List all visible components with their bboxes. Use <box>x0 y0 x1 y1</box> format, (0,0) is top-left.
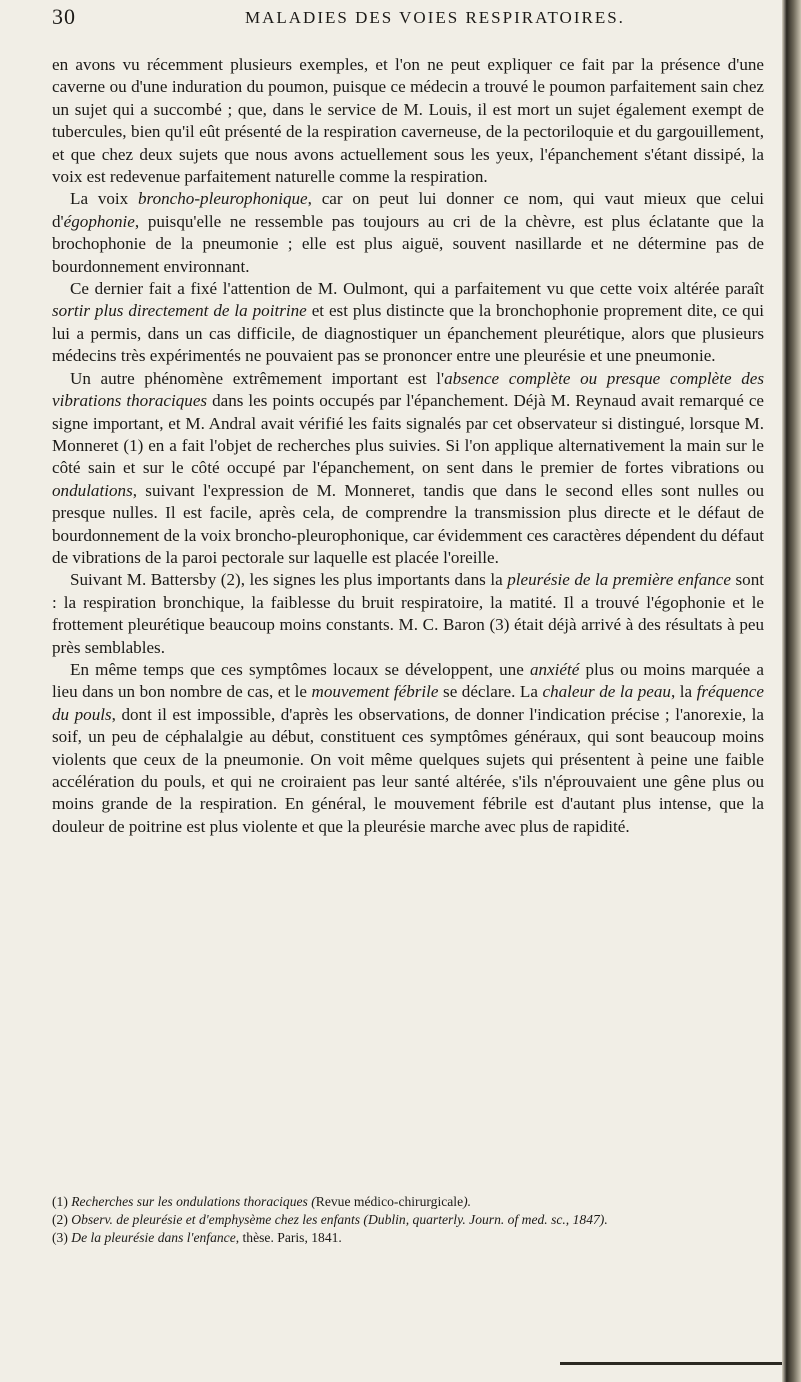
footnote-text: Revue médico-chirurgicale <box>315 1194 464 1209</box>
footnote <box>52 1211 764 1229</box>
text-run: plus ou moins marquée a lieu dans un bon nombre de cas, et le <box>52 659 764 702</box>
paragraph <box>52 188 764 278</box>
italic-text: mouvement fébrile <box>311 682 439 702</box>
paragraph <box>52 569 764 659</box>
italic-text: fréquence du pouls <box>52 682 764 724</box>
text-run: , la <box>670 682 697 702</box>
text-run: Un autre phénomène extrêmement important est l' <box>70 368 445 388</box>
italic-text: sortir plus directement de la poitrine <box>52 301 307 321</box>
text-run: , dont il est impossible, d'après les observations, de donner l'indication précise ; l'anorexie, la soif, un peu de céphalalgie au début, constituent ces symptômes généraux, qui sont beaucoup moins violents que ceux de la pneumonie. On voit même quelques sujets qui présentent à peine une faible accélération du pouls, et qui ne croiraient pas leur santé altérée, s'ils n'éprouvaient une gêne plus ou moins grande de la respiration. En général, le mouvement fébrile est d'autant plus intense, que la douleur de poitrine est plus violente et que la pleurésie marche avec plus de rapidité. <box>52 704 764 836</box>
paragraph <box>52 368 764 570</box>
footnote-number: (2) <box>52 1212 72 1228</box>
footnote-number: , thèse. Paris, 1841. <box>235 1230 342 1246</box>
footnotes <box>52 1193 764 1248</box>
paragraph <box>52 278 764 368</box>
italic-text: anxiété <box>529 659 580 679</box>
text-run: , car on peut lui donner ce nom, qui vaut mieux que celui d' <box>52 189 764 231</box>
footnote-number: (3) <box>52 1230 72 1246</box>
footnote-text: De la pleurésie dans l'enfance <box>71 1230 236 1246</box>
text-run: En même temps que ces symptômes locaux se développent, une <box>70 659 530 679</box>
page-number: 30 <box>52 4 76 29</box>
footnote-text: Observ. de pleurésie et d'emphysème chez les enfants (Dublin, quarterly. Journ. of med. sc., 1847). <box>71 1212 608 1228</box>
paragraph <box>52 659 764 838</box>
book-spine-edge <box>782 0 801 1382</box>
page-header <box>52 4 752 32</box>
footnote-text: Recherches sur les ondulations thoraciques ( <box>71 1194 316 1209</box>
footnote <box>52 1229 764 1247</box>
paragraph <box>52 54 764 188</box>
text-run: et est plus distincte que la bronchophonie proprement dite, ce qui lui a permis, dans un cas difficile, de diagnostiquer un épanchement pleurétique, alors que plusieurs médecins très expérimentés ne pouvaient pas se prononcer entre une pleurésie et une pneumonie. <box>52 301 764 366</box>
footnote <box>52 1193 764 1211</box>
footnote-number: (1) <box>52 1194 72 1209</box>
italic-text: égophonie <box>63 211 135 231</box>
italic-text: chaleur de la peau <box>542 682 671 702</box>
text-run: La voix <box>70 189 138 209</box>
text-run: Suivant M. Battersby (2), les signes les plus importants dans la <box>70 570 508 590</box>
text-run: , puisqu'elle ne ressemble pas toujours au cri de la chèvre, est plus éclatante que la brochophonie de la pneumonie ; elle est plus aiguë, souvent nasillarde et ne détermine pas de bourdonnement environnant. <box>52 211 764 276</box>
italic-text: ondulations <box>52 480 133 500</box>
text-run: sont : la respiration bronchique, la faiblesse du bruit respiratoire, la matité. Il a trouvé l'égophonie et le frottement pleurétique beaucoup moins constants. M. C. Baron (3) était déjà arrivé à des résultats à peu près semblables. <box>52 570 764 657</box>
body-text <box>52 54 764 838</box>
italic-text: absence complète ou presque complète des vibrations thoraciques <box>52 368 764 411</box>
italic-text: broncho-pleurophonique <box>138 189 308 209</box>
footnote-text: ). <box>463 1194 472 1209</box>
text-run: dans les points occupés par l'épanchement. Déjà M. Reynaud avait remarqué ce signe important, et M. Andral avait vérifié les faits signalés par cet observateur si distingué, lorsque M. Monneret (1) en a fait l'objet de recherches plus suivies. Si l'on applique alternativement la main sur le côté sain et sur le côté occupé par l'épanchement, on sent dans le premier de fortes vibrations ou <box>52 391 764 478</box>
page-bottom-rule <box>560 1362 782 1365</box>
italic-text: pleurésie de la première enfance <box>507 570 731 590</box>
text-run: , suivant l'expression de M. Monneret, tandis que dans le second elles sont nulles ou presque nulles. Il est facile, après cela, de comprendre la transmission plus directe et le défaut de bourdonnement de la voix broncho-pleurophonique, car évidemment ces caractères dépendent du défaut de vibrations de la paroi pectorale sur laquelle est placée l'oreille. <box>52 480 764 567</box>
text-run: se déclare. La <box>438 682 543 702</box>
text-run: Ce dernier fait a fixé l'attention de M. Oulmont, qui a parfaitement vu que cette voix altérée paraît <box>70 279 764 299</box>
text-run: en avons vu récemment plusieurs exemples, et l'on ne peut expliquer ce fait par la présence d'une caverne ou d'une induration du poumon, puisque ce médecin a trouvé le poumon parfaitement sain chez un sujet qui a succombé ; que, dans le service de M. Louis, il est mort un sujet également exempt de tubercules, bien qu'il eût présenté de la respiration caverneuse, de la pectoriloquie et du gargouillement, et que chez deux sujets que nous avons actuellement sous les yeux, l'épanchement s'étant dissipé, la voix est redevenue parfaitement naturelle comme la respiration. <box>52 55 764 187</box>
running-title: MALADIES DES VOIES RESPIRATOIRES. <box>245 8 625 27</box>
